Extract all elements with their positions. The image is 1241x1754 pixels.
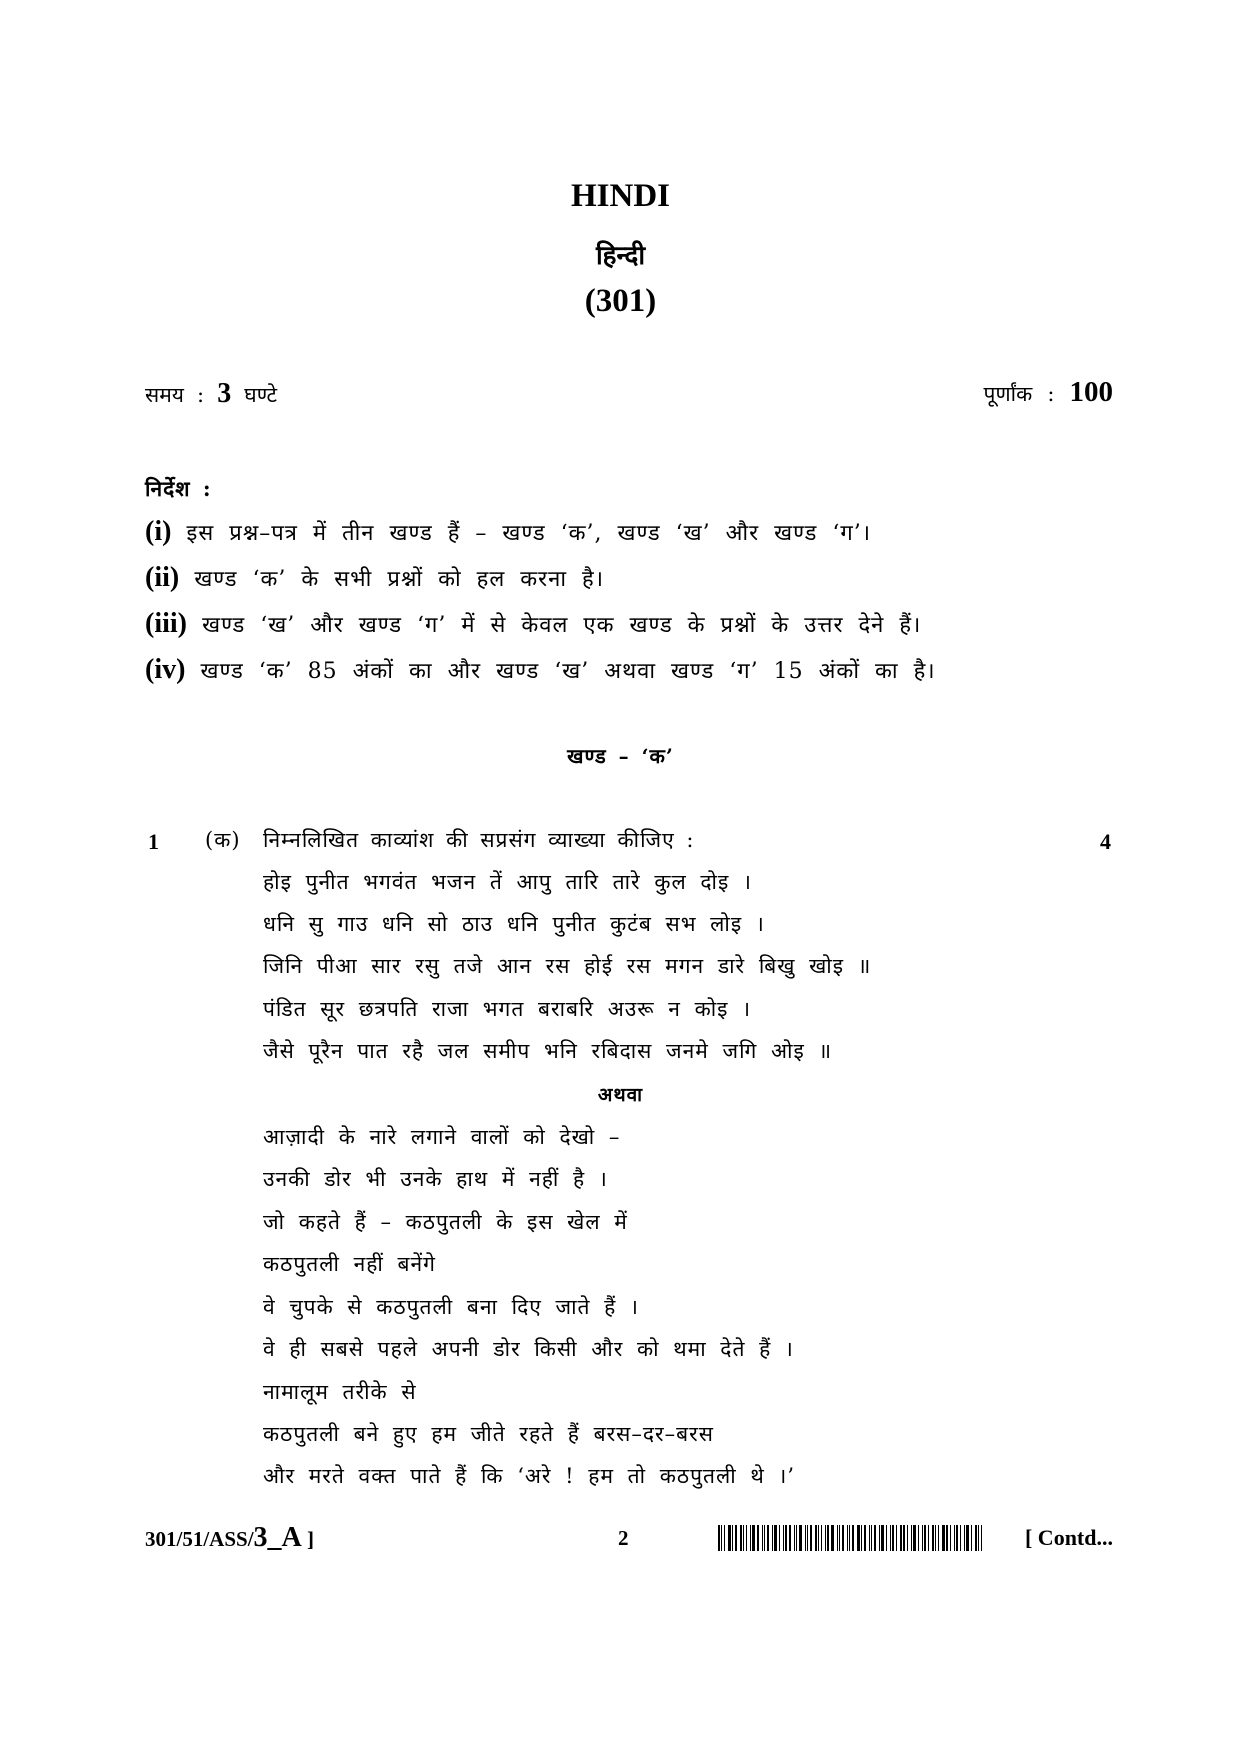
barcode-bar <box>735 1525 737 1551</box>
barcode-bar <box>971 1525 972 1551</box>
contd-label: [ Contd... <box>1024 1525 1113 1550</box>
footer-code-prefix: 301/51/ASS/ <box>145 1527 254 1551</box>
barcode-bar <box>960 1525 961 1551</box>
barcode-bar <box>724 1525 725 1551</box>
poem-line: और मरते वक्त पाते हैं कि ‘अरे ! हम तो कठपुतली थे ।’ <box>263 1464 796 1488</box>
poem-line: वे ही सबसे पहले अपनी डोर किसी और को थमा देते हैं । <box>263 1337 794 1361</box>
barcode-bar <box>818 1525 819 1551</box>
or-label: अथवा <box>597 1084 644 1106</box>
barcode-bar <box>956 1525 958 1551</box>
barcode-bar <box>825 1525 826 1551</box>
poem-line: कठपुतली नहीं बनेंगे <box>263 1252 436 1276</box>
barcode-bar <box>913 1525 916 1551</box>
barcode-bar <box>964 1525 965 1551</box>
barcode-bar <box>874 1525 876 1551</box>
question-prompt: निम्नलिखित काव्यांश की सप्रसंग व्याख्या कीजिए : <box>263 828 695 852</box>
instruction-item-4 <box>145 654 936 686</box>
barcode-image <box>718 1525 986 1551</box>
barcode-bar <box>896 1525 897 1551</box>
barcode-bar <box>890 1525 891 1551</box>
barcode-bar <box>924 1525 926 1551</box>
poem-line: नामालूम तरीके से <box>263 1380 417 1404</box>
paper-title-english: HINDI <box>570 178 671 214</box>
barcode-bar <box>922 1525 923 1551</box>
paper-code-footer <box>145 1522 314 1554</box>
barcode-bar <box>842 1525 844 1551</box>
barcode-bar <box>900 1525 902 1551</box>
instruction-number: (ii) <box>145 562 180 593</box>
barcode-bar <box>762 1525 763 1551</box>
barcode-bar <box>805 1525 806 1551</box>
barcode-bar <box>718 1525 720 1551</box>
instruction-number: (iii) <box>145 608 187 639</box>
barcode-bar <box>810 1525 812 1551</box>
barcode-bar <box>918 1525 919 1551</box>
barcode-bar <box>827 1525 829 1551</box>
barcode-bar <box>728 1525 731 1551</box>
barcode-bar <box>869 1525 870 1551</box>
barcode-bar <box>807 1525 808 1551</box>
time-unit: घण्टे <box>244 383 278 407</box>
paper-title-hindi: हिन्दी <box>595 241 646 271</box>
barcode-bar <box>946 1525 948 1551</box>
barcode-bar <box>740 1525 742 1551</box>
instruction-text: खण्ड ‘क’ 85 अंकों का और खण्ड ‘ख’ अथवा खण्ड ‘ग’ 15 अंकों का है। <box>200 659 936 684</box>
instruction-item-2 <box>145 562 604 594</box>
barcode-bar <box>881 1525 884 1551</box>
barcode-bar <box>907 1525 908 1551</box>
section-heading: खण्ड – ‘क’ <box>567 744 674 768</box>
barcode-bar <box>849 1525 850 1551</box>
barcode-bar <box>821 1525 822 1551</box>
barcode-bar <box>746 1525 747 1551</box>
barcode-bar <box>837 1525 838 1551</box>
poem-line: जो कहते हैं – कठपुतली के इस खेल में <box>263 1210 628 1234</box>
barcode-bar <box>779 1525 780 1551</box>
barcode-bar <box>852 1525 854 1551</box>
barcode-bar <box>783 1525 784 1551</box>
barcode-bar <box>732 1525 733 1551</box>
barcode-bar <box>981 1525 982 1551</box>
page-number: 2 <box>618 1526 629 1550</box>
marks-row <box>984 376 1113 409</box>
poem-line: पंडित सूर छत्रपति राजा भगत बराबरि अउरू न कोइ । <box>263 997 752 1021</box>
barcode-bar <box>774 1525 777 1551</box>
barcode-bar <box>831 1525 834 1551</box>
instructions-heading: निर्देश : <box>145 476 212 501</box>
time-sep: : <box>197 383 205 407</box>
instruction-text: खण्ड ‘क’ के सभी प्रश्नों को हल करना है। <box>194 567 605 592</box>
barcode-bar <box>847 1525 848 1551</box>
time-label: समय <box>145 383 184 407</box>
time-value: 3 <box>217 378 232 409</box>
barcode-bar <box>879 1525 880 1551</box>
marks-sep: : <box>1047 382 1055 406</box>
poem-line: जिनि पीआ सार रसु तजे आन रस होई रस मगन डारे बिखु खोइ ॥ <box>263 954 872 978</box>
footer-code-suffix: ] <box>301 1527 315 1551</box>
barcode-bar <box>954 1525 955 1551</box>
barcode-bar <box>932 1525 934 1551</box>
instruction-text: खण्ड ‘ख’ और खण्ड ‘ग’ में से केवल एक खण्ड के प्रश्नों के उत्तर देने हैं। <box>202 613 922 638</box>
barcode-bar <box>767 1525 769 1551</box>
barcode-bar <box>935 1525 936 1551</box>
barcode-bar <box>799 1525 802 1551</box>
question-marks: 4 <box>1100 829 1111 854</box>
barcode-bar <box>938 1525 939 1551</box>
barcode-bar <box>975 1525 977 1551</box>
barcode-bar <box>978 1525 979 1551</box>
barcode-bar <box>757 1525 759 1551</box>
barcode-bar <box>752 1525 755 1551</box>
barcode-bar <box>892 1525 894 1551</box>
poem-line: कठपुतली बने हुए हम जीते रहते हैं बरस–दर–बरस <box>263 1422 714 1446</box>
marks-value: 100 <box>1069 376 1113 408</box>
barcode-bar <box>815 1525 817 1551</box>
barcode-bar <box>785 1525 787 1551</box>
barcode-bar <box>743 1525 744 1551</box>
barcode-bar <box>794 1525 795 1551</box>
barcode-bar <box>789 1525 791 1551</box>
question-subpart: (क) <box>205 828 241 852</box>
poem-line: आज़ादी के नारे लगाने वालों को देखो – <box>263 1125 621 1149</box>
poem-line: होइ पुनीत भगवंत भजन तें आपु तारि तारे कुल दोइ । <box>263 870 752 894</box>
barcode-bar <box>950 1525 951 1551</box>
footer-code-big: 3_A <box>253 1522 302 1553</box>
instruction-item-3 <box>145 608 921 640</box>
poem-line: वे चुपके से कठपुतली बना दिए जाते हैं । <box>263 1295 639 1319</box>
barcode-bar <box>942 1525 945 1551</box>
barcode-bar <box>772 1525 773 1551</box>
marks-label: पूर्णांक <box>983 382 1033 406</box>
barcode-bar <box>750 1525 751 1551</box>
instruction-item-1 <box>145 516 871 548</box>
poem-line: जैसे पूरैन पात रहै जल समीप भनि रबिदास जनमे जगि ओइ ॥ <box>263 1039 833 1063</box>
poem-line: धनि सु गाउ धनि सो ठाउ धनि पुनीत कुटंब सभ लोइ । <box>263 912 765 936</box>
barcode-bar <box>764 1525 765 1551</box>
poem-line: उनकी डोर भी उनके हाथ में नहीं है । <box>263 1167 608 1191</box>
barcode-bar <box>861 1525 862 1551</box>
paper-code: (301) <box>584 283 657 319</box>
barcode-bar <box>871 1525 872 1551</box>
barcode-bar <box>796 1525 797 1551</box>
question-number: 1 <box>148 829 159 854</box>
barcode-bar <box>857 1525 860 1551</box>
instruction-number: (iv) <box>145 654 186 685</box>
barcode-bar <box>864 1525 866 1551</box>
instruction-text: इस प्रश्न–पत्र में तीन खण्ड हैं – खण्ड ‘क’, खण्ड ‘ख’ और खण्ड ‘ग’। <box>186 521 872 546</box>
barcode-bar <box>903 1525 905 1551</box>
barcode-bar <box>966 1525 969 1551</box>
barcode-bar <box>911 1525 912 1551</box>
barcode-bar <box>928 1525 929 1551</box>
time-row <box>145 378 277 410</box>
barcode-bar <box>886 1525 887 1551</box>
instruction-number: (i) <box>145 516 172 547</box>
barcode-bar <box>839 1525 840 1551</box>
barcode-bar <box>721 1525 722 1551</box>
